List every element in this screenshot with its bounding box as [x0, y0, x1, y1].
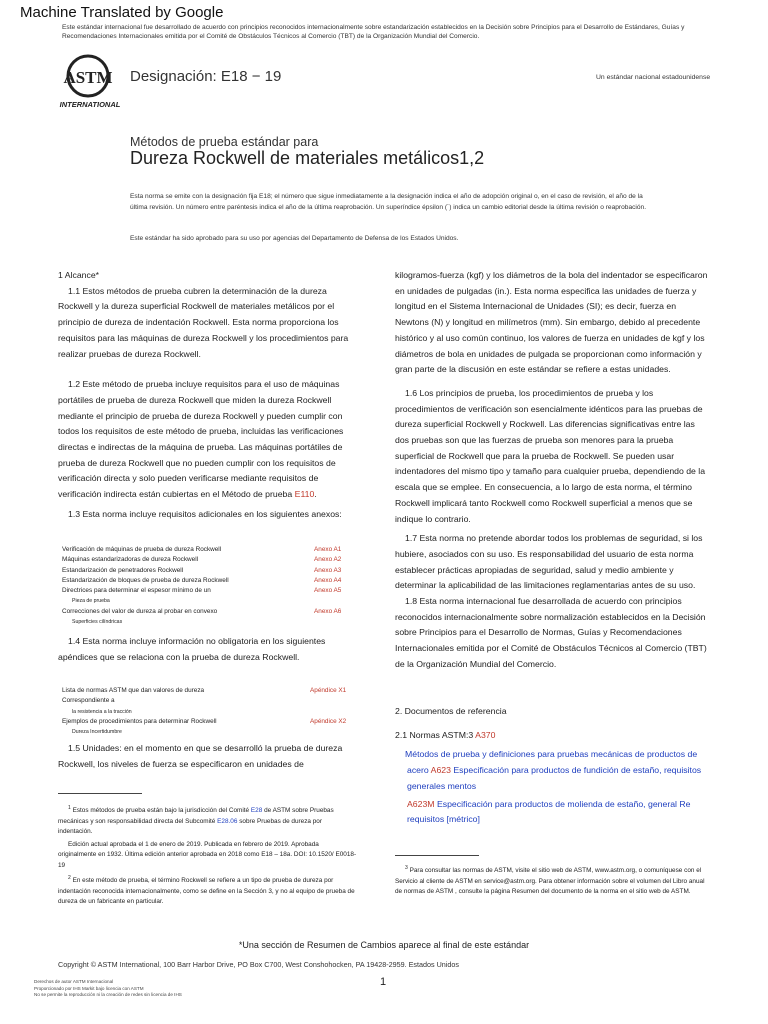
ref-a623-title[interactable]: Especificación para productos de fundición de estaño, requisitos generales mentos [407, 765, 702, 791]
ref-a370-entry[interactable] [395, 747, 711, 794]
page-number: 1 [380, 976, 387, 988]
appendix-label: Lista de normas ASTM que dan valores de dureza [62, 687, 205, 694]
annex-ref-link[interactable]: Anexo A6 [314, 607, 342, 615]
footnote-2-text: En este método de prueba, el término Rockwell se refiere a un tipo de prueba de dureza por indentación reconocida internacionalmente, como se define en la Sección 3, y no al equipo de prueba de dureza de un fabricante en particular. [58, 877, 355, 906]
annex-ref-link[interactable]: Anexo A4 [314, 576, 342, 584]
ref-link-a623[interactable]: A623 [430, 765, 451, 776]
appendix-ref-link[interactable]: Apéndice X1 [310, 687, 347, 694]
appendix-table [62, 686, 352, 737]
machine-translated-banner: Machine Translated by Google [20, 4, 224, 21]
appendix-row [62, 717, 352, 727]
annex-label: Estandarización de bloques de prueba de dureza Rockwell [62, 576, 229, 584]
footnote-divider-right [395, 855, 479, 856]
license-line: Derechos de autor ASTM Internacional [34, 979, 114, 984]
appendix-row [62, 696, 352, 706]
paragraph-1-2-text: 1.2 Este método de prueba incluye requisitos para el uso de máquinas portátiles de prueba de dureza Rockwell que miden la dureza Rockwell mediante el principio de prueba de dureza Rockwell y pueden cumplir con todos los requisitos de este método de prueba, incluidas las verificaciones directas e indirectas de la máquina de prueba. Las máquinas portátiles de prueba de dureza Rockwell que no pueden cumplir con los requisitos de verificación directa y solo pueden verificarse mediante requisitos de verificación indirecta están cubiertas en el Método de prueba [58, 379, 344, 500]
ref-a623m-title[interactable]: Especificación para productos de molienda de estaño, general Re requisitos [métrico] [407, 798, 691, 825]
footnote-1-text-b: de ASTM sobre Pruebas mecánicas y son responsabilidad directa del Subcomité [58, 807, 334, 825]
intl-standard-notice: Este estándar internacional fue desarrollado de acuerdo con principios reconocidos internacionalmente sobre estandarización establecidos en la Decisión sobre Principios para el Desarrollo de Estándares, Guías y Recomendaciones Internacionales emitida por el Comité de Obstáculos Técnicos al Comercio (TBT) de la Organización Mundial del Comercio. [62, 24, 685, 40]
annex-label: Verificación de máquinas de prueba de dureza Rockwell [62, 546, 222, 553]
paragraph-1-4-text: 1.4 Esta norma incluye información no obligatoria en los siguientes apéndices que se relaciona con la prueba de dureza Rockwell. [58, 636, 326, 662]
footnote-1 [58, 803, 358, 838]
annex-label: Superficies cilíndricas [72, 619, 123, 626]
national-standard-label: Un estándar nacional estadounidense [596, 74, 711, 81]
appendix-label: la resistencia a la tracción [72, 708, 132, 715]
section-scope-heading: 1 Alcance* [58, 270, 100, 280]
paragraph-1-6: 1.6 Los principios de prueba, los procedimientos de prueba y los procedimientos de verificación son esencialmente idénticos para las pruebas de dureza superficial Rockwell y Rockwell. Las diferencias significativas entre las dos pruebas son que las fuerzas de prueba son menores para la prueba superficial de Rockwell que para la prueba de Rockwell. Se pueden usar indentadores del mismo tipo y tamaño para cualquier prueba, dependiendo de la escala que se emplee. En consecuencia, a lo largo de esta norma, el término Rockwell implicará tanto Rockwell como Rockwell superficial a menos que se indique lo contrario. [395, 387, 706, 524]
ref-link-e28-06[interactable]: E28.06 [217, 817, 238, 825]
annex-label: Pieza de prueba [72, 598, 110, 605]
annex-ref-link[interactable]: Anexo A1 [314, 546, 342, 553]
paragraph-1-8: 1.8 Esta norma internacional fue desarrollada de acuerdo con principios reconocidos internacionalmente sobre normalización establecidos en la Decisión sobre Principios para el Desarrollo de Normas, Guías y Recomendaciones Internacionales emitida por el Comité de Obstáculos Técnicos al Comercio (TBT) de la Organización Mundial del Comercio. [395, 596, 707, 669]
document-subtitle: Métodos de prueba estándar para [130, 135, 319, 149]
paragraph-1-5-text: 1.5 Unidades: en el momento en que se desarrolló la prueba de dureza Rockwell, los niveles de fuerza se especificaron en unidades de [58, 743, 343, 769]
designation: Designación: E18 − 19 [130, 68, 282, 85]
ref-a370-title[interactable]: Métodos de prueba y definiciones para pruebas mecánicas de productos de acero [405, 749, 698, 776]
appendix-row [62, 727, 352, 737]
footnote-2-marker: 2 [68, 875, 71, 882]
paragraph-1-3: 1.3 Esta norma incluye requisitos adicionales en los siguientes anexos: [68, 508, 342, 519]
svg-text:ASTM: ASTM [63, 68, 113, 87]
footnote-1-marker: 1 [68, 805, 71, 811]
astm-standards-label: 2.1 Normas ASTM:3 [395, 729, 474, 740]
annex-table [62, 545, 352, 627]
astm-logo [58, 54, 122, 112]
paragraph-1-5-continued: kilogramos-fuerza (kgf) y los diámetros de la bola del indentador se especificaron en unidades de pulgadas (in.). Esta norma especifica las unidades de fuerza y longitud en el Sistema Internacional de Unidades (SI); es decir, fuerza en Newtons (N) y longitud en milímetros (mm). Sin embargo, debido al precedente histórico y al uso común continuo, los valores de fuerza en unidades de kgf y los diámetros de bola en unidades de pulgada se proporcionan como información y gran parte de la discusión en este estándar se refiere a estas unidades. [395, 270, 708, 375]
paragraph-1-4 [58, 634, 364, 665]
footnote-1-text-c: sobre Pruebas de dureza por indentación. [58, 817, 322, 836]
footnote-2 [58, 873, 358, 908]
annex-row [62, 607, 352, 617]
dod-approval-note: Este estándar ha sido aprobado para su uso por agencias del Departamento de Defensa de los Estados Unidos. [130, 235, 459, 242]
license-line: No se permite la reproducción ni la creación de redes sin licencia de IHS [34, 992, 182, 998]
paragraph-1-2 [58, 377, 364, 503]
ref-a623m-entry[interactable] [395, 797, 711, 828]
section-references-heading: 2. Documentos de referencia [395, 706, 507, 716]
annex-row [62, 596, 352, 606]
footnote-3-marker: 3 [405, 865, 408, 871]
paragraph-1-1: 1.1 Estos métodos de prueba cubren la determinación de la dureza Rockwell y la dureza superficial Rockwell de materiales metálicos por el principio de dureza de indentación Rockwell. Esta norma proporciona los requisitos para las máquinas de dureza Rockwell y los procedimientos para realizar pruebas de dureza Rockwell. [58, 285, 349, 359]
appendix-ref-link[interactable]: Apéndice X2 [310, 717, 347, 725]
references-section [395, 704, 711, 828]
ref-link-e28[interactable]: E28 [250, 807, 263, 815]
footnote-3-text: Para consultar las normas de ASTM, visite el sitio web de ASTM, www.astm.org, o comuníquese con el Servicio al cliente de ASTM en service@astm.org. Para obtener información sobre el volumen del Libro anual de normas de ASTM , consulte la página Resumen del documento de la norma en el sitio web de ASTM. [395, 867, 705, 896]
appendix-label: Ejemplos de procedimientos para determinar Rockwell [62, 717, 217, 725]
document-title: Dureza Rockwell de materiales metálicos1,2 [130, 148, 485, 168]
footnote-edition: Edición actual aprobada el 1 de enero de 2019. Publicada en febrero de 2019. Aprobada originalmente en 1932. Última edición anterior aprobada en 2018 como E18 – 18a. DOI: 10.1520/ E0018-19 [58, 840, 357, 869]
right-column [395, 268, 711, 673]
footnote-3-body [395, 863, 713, 898]
paragraph-1-2-end: . [314, 489, 317, 500]
annex-label: Directrices para determinar el espesor mínimo de un [62, 587, 211, 595]
annex-row [62, 555, 352, 565]
ref-link-e110[interactable]: E110 [294, 489, 315, 500]
annex-ref-link[interactable]: Anexo A3 [314, 566, 342, 574]
left-column [58, 268, 364, 523]
issue-note: Esta norma se emite con la designación fija E18; el número que sigue inmediatamente a la designación indica el año de adopción original o, en el caso de revisión, el año de la última revisión. Un número entre paréntesis indica el año de la última reaprobación. Un superíndice épsilon (´) indica un cambio editorial desde la última revisión o reaprobación. [130, 193, 647, 211]
ref-link-a370[interactable]: A370 [475, 729, 496, 740]
annex-label: Estandarización de penetradores Rockwell [62, 566, 184, 574]
annex-row [62, 617, 352, 627]
copyright-line: Copyright © ASTM International, 100 Barr Harbor Drive, PO Box C700, West Conshohocken, PA 19428-2959. Estados Unidos [58, 960, 459, 969]
paragraph-1-5 [58, 741, 364, 772]
ref-link-a623m[interactable]: A623M [407, 798, 435, 809]
annex-ref-link[interactable]: Anexo A2 [314, 556, 342, 564]
annex-label: Correcciones del valor de dureza al probar en convexo [62, 607, 218, 615]
annex-row [62, 586, 352, 596]
svg-text:INTERNATIONAL: INTERNATIONAL [59, 100, 121, 109]
astm-standards-line [395, 728, 711, 744]
annex-ref-link[interactable]: Anexo A5 [314, 587, 342, 595]
paragraph-1-7: 1.7 Esta norma no pretende abordar todos los problemas de seguridad, si los hubiere, asociados con su uso. Es responsabilidad del usuario de esta norma establecer prácticas apropiadas de seguridad, salud y medio ambiente y determinar la aplicabilidad de las limitaciones reglamentarias antes de su uso. [395, 533, 703, 591]
footnote-3 [395, 863, 713, 898]
footnote-1-text-a: Estos métodos de prueba están bajo la jurisdicción del Comité [72, 807, 250, 815]
summary-of-changes-note: *Una sección de Resumen de Cambios aparece al final de este estándar [238, 940, 530, 950]
footnote-divider-left [58, 793, 142, 794]
annex-row [62, 576, 352, 586]
appendix-row [62, 707, 352, 717]
appendix-label: Dureza Incertidumbre [72, 729, 122, 736]
annex-row [62, 566, 352, 576]
footnotes-left [58, 803, 358, 908]
license-notice [34, 979, 182, 999]
annex-row [62, 545, 352, 555]
appendix-row [62, 686, 352, 696]
appendix-label: Correspondiente a [62, 697, 115, 705]
license-line: Proporcionado por IHS Markit bajo licencia con ASTM [34, 985, 144, 991]
annex-label: Máquinas estandarizadoras de dureza Rockwell [62, 556, 199, 564]
